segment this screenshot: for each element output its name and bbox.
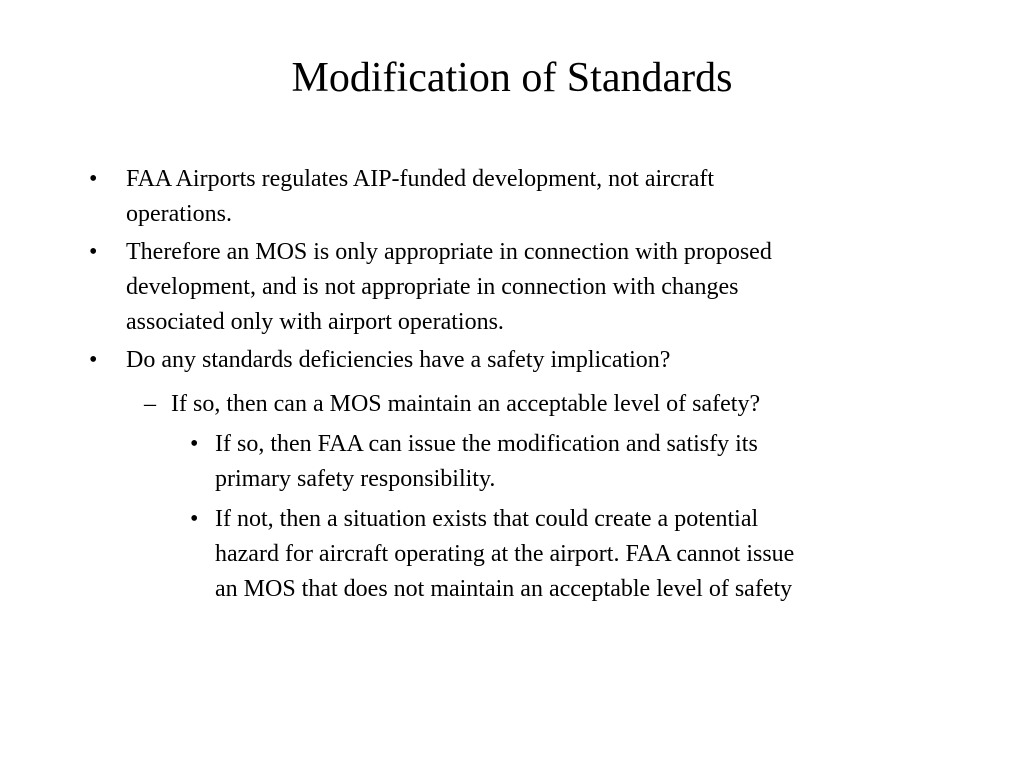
bullet-line: If not, then a situation exists that could create a potential — [215, 506, 759, 532]
bullet-line: FAA Airports regulates AIP-funded development, not aircraft — [126, 166, 715, 192]
sub-sub-bullet-text — [215, 427, 758, 497]
sub-sub-bullet-text — [215, 502, 794, 607]
bullet-marker: • — [190, 431, 199, 457]
bullet-marker: • — [89, 239, 98, 265]
bullet-line: Therefore an MOS is only appropriate in connection with proposed — [126, 239, 772, 265]
bullet-line: operations. — [126, 201, 232, 227]
bullet-marker: • — [89, 166, 98, 192]
bullet-text — [126, 343, 670, 378]
bullet-line: hazard for aircraft operating at the airport. FAA cannot issue — [215, 541, 795, 567]
bullet-line: If so, then can a MOS maintain an acceptable level of safety? — [171, 391, 761, 417]
bullet-line: primary safety responsibility. — [215, 466, 496, 492]
bullet-marker: • — [89, 347, 98, 373]
bullet-line: associated only with airport operations. — [126, 309, 504, 335]
bullet-line: development, and is not appropriate in connection with changes — [126, 274, 739, 300]
bullet-line: If so, then FAA can issue the modification and satisfy its — [215, 431, 758, 457]
bullet-text — [126, 162, 714, 232]
bullet-line: Do any standards deficiencies have a safety implication? — [126, 347, 671, 373]
slide-title: Modification of Standards — [291, 55, 733, 101]
bullet-text — [126, 235, 772, 340]
bullet-marker: • — [190, 506, 199, 532]
sub-bullet-text — [171, 387, 760, 422]
bullet-line: an MOS that does not maintain an acceptable level of safety — [215, 576, 793, 602]
dash-marker: – — [144, 391, 156, 417]
